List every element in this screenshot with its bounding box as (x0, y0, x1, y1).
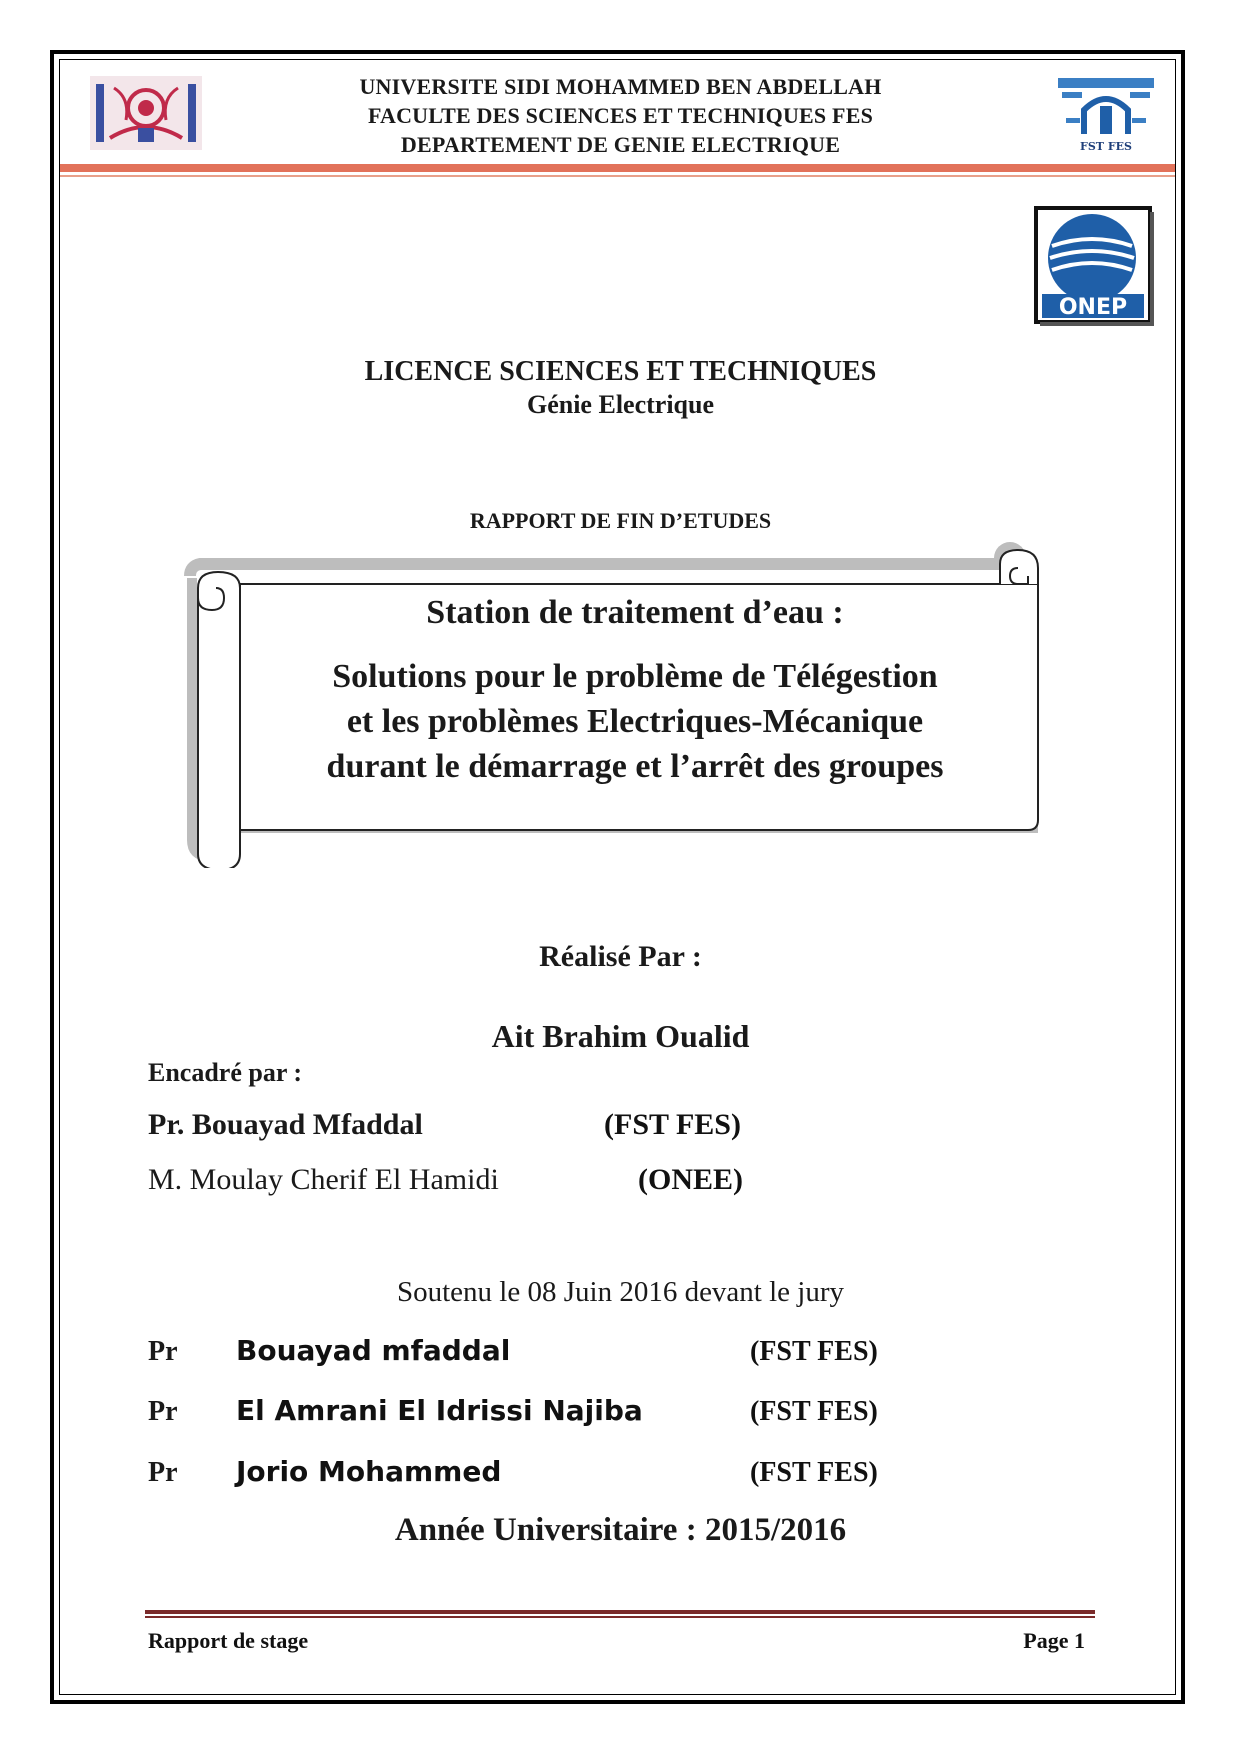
degree-specialty: Génie Electrique (526, 390, 714, 419)
author-name: Ait Brahim Oualid (491, 1018, 750, 1054)
footer-report-label: Rapport de stage (148, 1628, 309, 1653)
report-title-line1: Solutions pour le problème de Télégestion (332, 658, 938, 695)
report-title-line3: durant le démarrage et l’arrêt des groupes (326, 748, 944, 785)
jury-2-name: El Amrani El Idrissi Najiba (236, 1394, 643, 1427)
header-rule-thin (60, 175, 1175, 177)
title-scroll-banner (180, 528, 1040, 868)
jury-2-title: Pr (148, 1396, 178, 1427)
fst-fes-logo-caption: FST FES (1080, 140, 1132, 153)
supervisor-2-org: (ONEE) (638, 1163, 743, 1196)
header-faculty: FACULTE DES SCIENCES ET TECHNIQUES FES (367, 103, 874, 128)
supervisor-1-org: (FST FES) (604, 1108, 741, 1141)
report-type: RAPPORT DE FIN D’ETUDES (469, 508, 772, 533)
report-title-heading: Station de traitement d’eau : (426, 594, 844, 631)
author-label: Réalisé Par : (539, 940, 702, 973)
defense-statement: Soutenu le 08 Juin 2016 devant le jury (396, 1276, 845, 1308)
supervisor-1-name: Pr. Bouayad Mfaddal (148, 1108, 423, 1141)
jury-1-name: Bouayad mfaddal (236, 1334, 511, 1367)
footer-rule (145, 1610, 1095, 1614)
jury-1-org: (FST FES) (750, 1336, 878, 1367)
header-university: UNIVERSITE SIDI MOHAMMED BEN ABDELLAH (359, 74, 882, 99)
jury-3-title: Pr (148, 1457, 178, 1488)
jury-3-org: (FST FES) (750, 1457, 878, 1488)
footer-page-number: Page 1 (1023, 1628, 1085, 1653)
header-department: DEPARTEMENT DE GENIE ELECTRIQUE (400, 132, 841, 157)
supervisor-2-name: M. Moulay Cherif El Hamidi (148, 1163, 499, 1196)
onep-logo-icon (1034, 206, 1156, 326)
supervisors-label: Encadré par : (148, 1058, 303, 1087)
footer-rule-thin (145, 1616, 1095, 1618)
page-border-inner (59, 59, 1176, 1695)
jury-2-org: (FST FES) (750, 1396, 878, 1427)
fst-fes-logo-icon (1054, 74, 1158, 154)
header-rule (60, 164, 1175, 172)
jury-1-title: Pr (148, 1336, 178, 1367)
report-title-line2: et les problèmes Electriques-Mécanique (346, 703, 924, 740)
degree-title: LICENCE SCIENCES ET TECHNIQUES (364, 356, 877, 387)
academic-year: Année Universitaire : 2015/2016 (394, 1512, 847, 1548)
jury-3-name: Jorio Mohammed (236, 1455, 502, 1488)
onep-logo-text: ONEP (1058, 295, 1128, 320)
